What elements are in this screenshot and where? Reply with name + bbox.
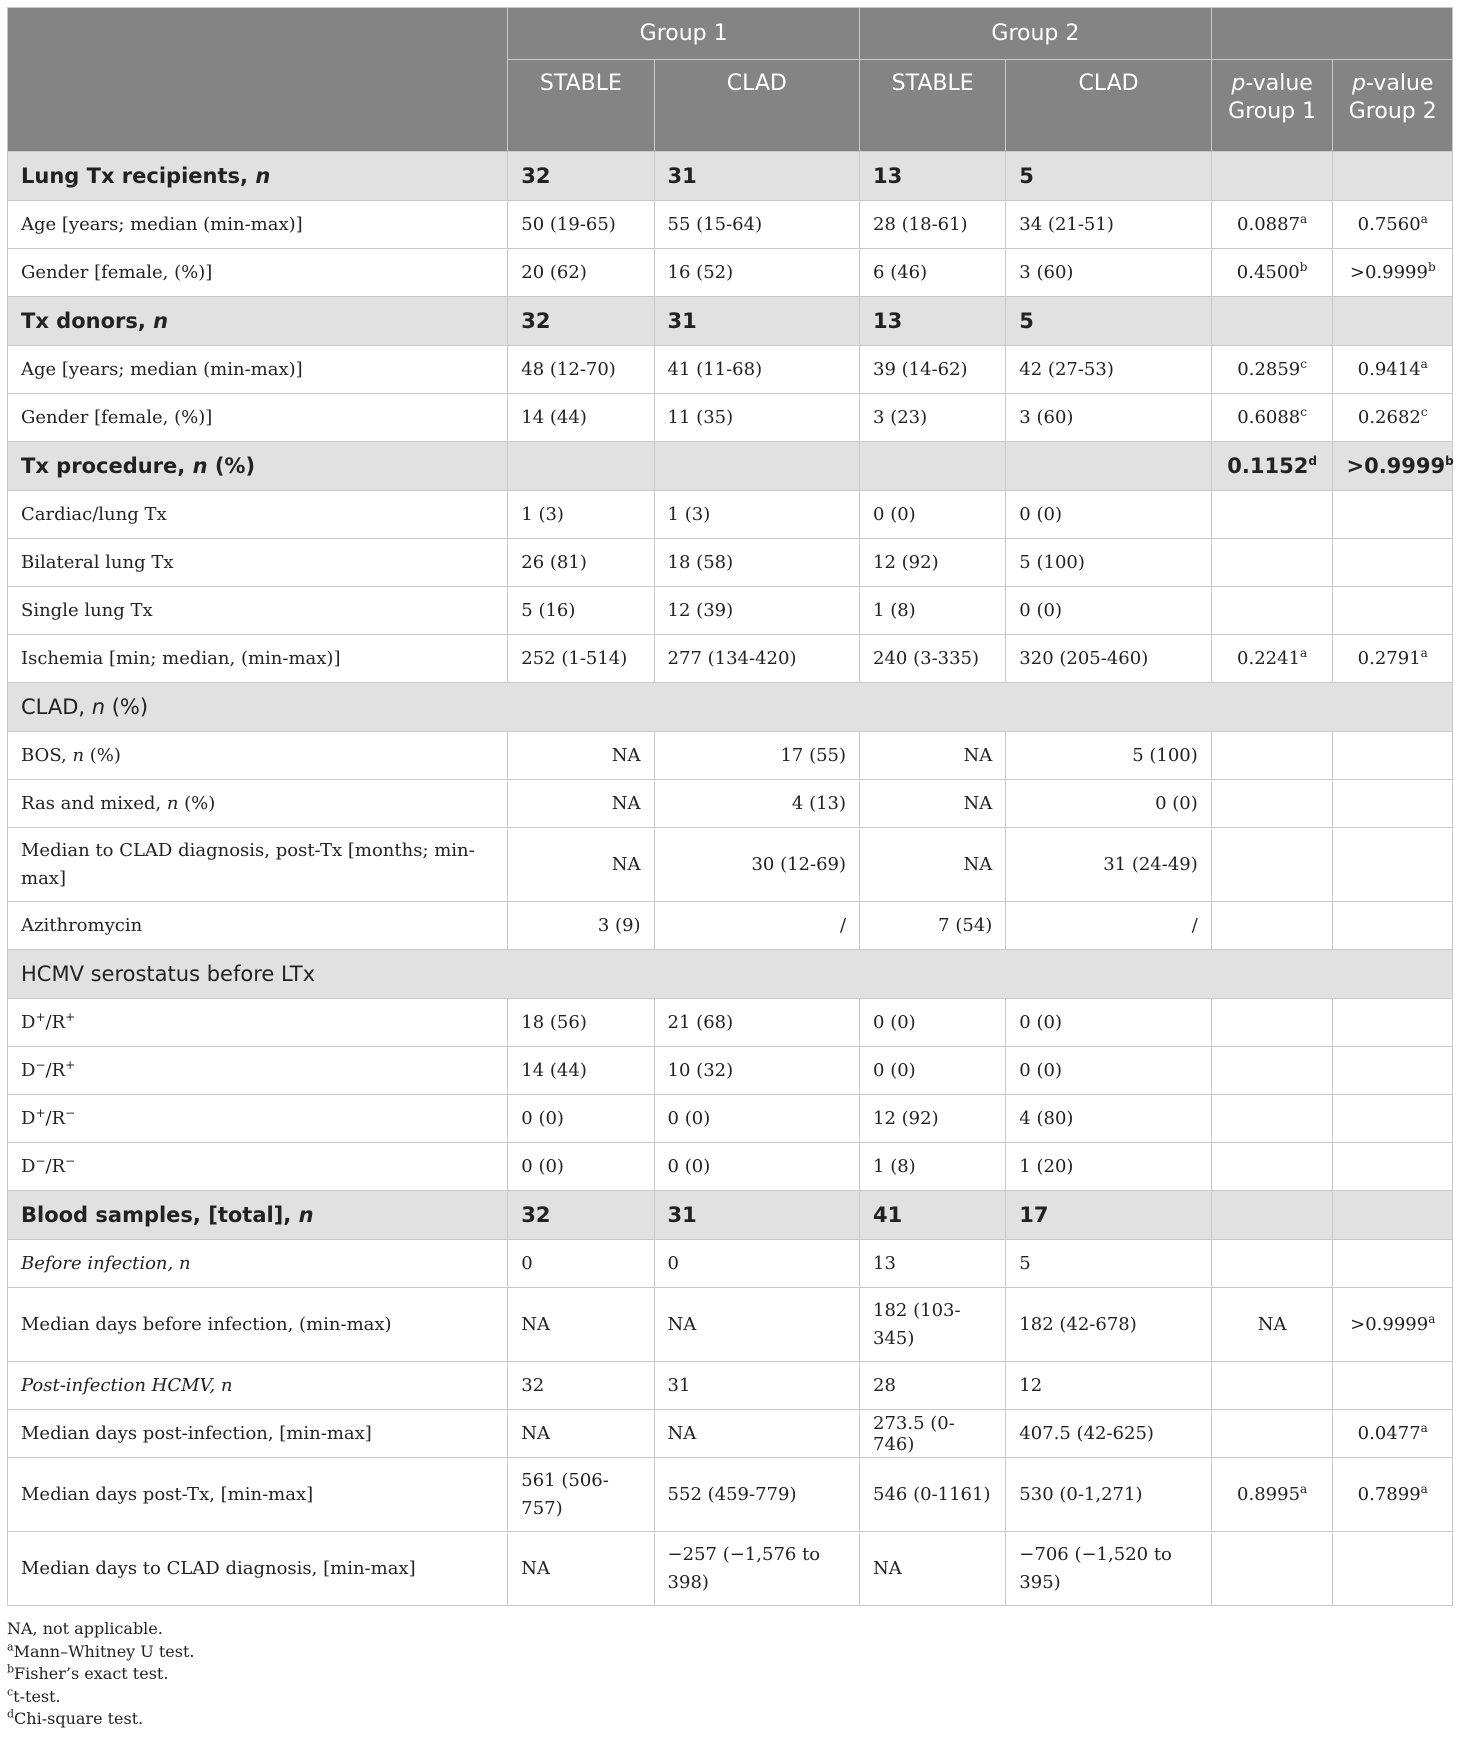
cell	[860, 442, 1006, 491]
cell	[1333, 732, 1453, 780]
pvalue-cell: >0.9999$^b$	[1333, 249, 1453, 297]
section-clad	[8, 683, 1453, 732]
cell: 32	[508, 1191, 654, 1240]
cell: NA	[860, 732, 1006, 780]
cell: 0 (0)	[654, 1143, 859, 1191]
cell	[1333, 1240, 1453, 1288]
cell: 1 (3)	[508, 491, 654, 539]
row-label: Azithromycin	[8, 902, 508, 950]
cell: 0 (0)	[508, 1143, 654, 1191]
cell	[1211, 780, 1333, 828]
cell: 31	[654, 297, 859, 346]
cell: 0 (0)	[1006, 780, 1211, 828]
cell: 5	[1006, 297, 1211, 346]
cell: 16 (52)	[654, 249, 859, 297]
cell: 546 (0-1161)	[860, 1458, 1006, 1532]
row-label: Median days before infection, (min-max)	[8, 1288, 508, 1362]
row-label: BOS, n (%)	[8, 732, 508, 780]
table-row	[8, 902, 1453, 950]
cell: 0 (0)	[1006, 587, 1211, 635]
footnote-na: NA, not applicable.	[7, 1619, 163, 1638]
pvalue-cell: 0.6088$^c$	[1211, 394, 1333, 442]
cell: 5 (100)	[1006, 539, 1211, 587]
cell: 182 (42-678)	[1006, 1288, 1211, 1362]
cell	[1333, 1362, 1453, 1410]
cell	[1211, 1047, 1333, 1095]
row-label: Median days post-Tx, [min-max]	[8, 1458, 508, 1532]
table-row	[8, 587, 1453, 635]
cell: 252 (1-514)	[508, 635, 654, 683]
cell: NA	[860, 780, 1006, 828]
cell: 32	[508, 297, 654, 346]
cell: 0 (0)	[654, 1095, 859, 1143]
section-label: Lung Tx recipients, n	[8, 152, 508, 201]
cell	[1211, 297, 1333, 346]
cell	[1333, 152, 1453, 201]
pvalue-cell: NA	[1211, 1288, 1333, 1362]
cell: 0 (0)	[860, 999, 1006, 1047]
header-g1-clad: CLAD	[654, 60, 859, 152]
cell: 42 (27-53)	[1006, 346, 1211, 394]
pvalue-cell: 0.0477$^a$	[1333, 1410, 1453, 1458]
cell: 31	[654, 152, 859, 201]
table-row	[8, 394, 1453, 442]
footnote-a: $^a$Mann–Whitney U test.	[7, 1640, 195, 1661]
table-row	[8, 1410, 1453, 1458]
cell: 5	[1006, 152, 1211, 201]
pvalue-cell: 0.2791$^a$	[1333, 635, 1453, 683]
cell	[1333, 539, 1453, 587]
cell	[508, 442, 654, 491]
cell: 1 (8)	[860, 587, 1006, 635]
cell	[1333, 1143, 1453, 1191]
cell: 28 (18-61)	[860, 201, 1006, 249]
cell: 4 (80)	[1006, 1095, 1211, 1143]
section-label: Tx procedure, n (%)	[8, 442, 508, 491]
cell: 3 (9)	[508, 902, 654, 950]
section-blood	[8, 1191, 1453, 1240]
row-label: D+/R−	[8, 1095, 508, 1143]
cell	[1211, 1362, 1333, 1410]
cell: NA	[508, 828, 654, 902]
cell: 240 (3-335)	[860, 635, 1006, 683]
table-row	[8, 1458, 1453, 1532]
cell: 39 (14-62)	[860, 346, 1006, 394]
cell: 12 (39)	[654, 587, 859, 635]
cell: 5	[1006, 1240, 1211, 1288]
cell: 34 (21-51)	[1006, 201, 1211, 249]
cell: 13	[860, 297, 1006, 346]
cell	[1333, 1047, 1453, 1095]
section-hcmv	[8, 950, 1453, 999]
footnotes	[7, 1618, 194, 1731]
cell: 13	[860, 1240, 1006, 1288]
cell	[1211, 1410, 1333, 1458]
row-label: Before infection, n	[8, 1240, 508, 1288]
cell: 12 (92)	[860, 539, 1006, 587]
table-row	[8, 635, 1453, 683]
cell: 14 (44)	[508, 1047, 654, 1095]
cell: 48 (12-70)	[508, 346, 654, 394]
cell: 4 (13)	[654, 780, 859, 828]
cell: −257 (−1,576 to 398)	[654, 1532, 859, 1606]
cell: NA	[508, 780, 654, 828]
cell	[1211, 1240, 1333, 1288]
cell: 273.5 (0-746)	[860, 1410, 1006, 1458]
pvalue-cell: 0.2682$^c$	[1333, 394, 1453, 442]
pvalue-cell: >0.9999$^a$	[1333, 1288, 1453, 1362]
cell: 50 (19-65)	[508, 201, 654, 249]
cell	[1211, 1191, 1333, 1240]
row-label: Ras and mixed, n (%)	[8, 780, 508, 828]
row-label: Ischemia [min; median, (min-max)]	[8, 635, 508, 683]
pvalue-cell: 0.7899$^a$	[1333, 1458, 1453, 1532]
cell: 13	[860, 152, 1006, 201]
cell: NA	[508, 732, 654, 780]
cell	[1211, 828, 1333, 902]
cell: 530 (0-1,271)	[1006, 1458, 1211, 1532]
header-g1-stable: STABLE	[508, 60, 654, 152]
cell: 6 (46)	[860, 249, 1006, 297]
cell: 1 (3)	[654, 491, 859, 539]
cell: 3 (60)	[1006, 394, 1211, 442]
cell: 3 (23)	[860, 394, 1006, 442]
cell: 407.5 (42-625)	[1006, 1410, 1211, 1458]
cell	[1333, 1095, 1453, 1143]
cell: 5 (16)	[508, 587, 654, 635]
cell: 18 (56)	[508, 999, 654, 1047]
row-label: Age [years; median (min-max)]	[8, 201, 508, 249]
cell: 10 (32)	[654, 1047, 859, 1095]
table-row	[8, 1047, 1453, 1095]
footnote-c: $^c$t-test.	[7, 1685, 61, 1706]
header-pvalue-group2: p-value Group 2	[1333, 60, 1453, 152]
cell	[1211, 587, 1333, 635]
section-donors	[8, 297, 1453, 346]
cell: 561 (506-757)	[508, 1458, 654, 1532]
table-row	[8, 999, 1453, 1047]
pvalue-cell: 0.7560$^a$	[1333, 201, 1453, 249]
table-row	[8, 491, 1453, 539]
pvalue-cell: 0.0887$^a$	[1211, 201, 1333, 249]
cell	[1211, 1532, 1333, 1606]
footnote-d: $^d$Chi-square test.	[7, 1708, 144, 1729]
cell: 0 (0)	[860, 1047, 1006, 1095]
footnote-b: $^b$Fisher’s exact test.	[7, 1662, 169, 1684]
row-label: Median to CLAD diagnosis, post-Tx [months; min-max]	[8, 828, 508, 902]
header-pvalue-blank	[1211, 8, 1452, 60]
section-procedure	[8, 442, 1453, 491]
cell: 552 (459-779)	[654, 1458, 859, 1532]
header-row-groups	[8, 8, 1453, 60]
header-pvalue-group1: p-value Group 1	[1211, 60, 1333, 152]
row-label: D−/R−	[8, 1143, 508, 1191]
pvalue-cell: 0.1152$^d$	[1211, 442, 1333, 491]
cell	[1333, 780, 1453, 828]
row-label: D−/R+	[8, 1047, 508, 1095]
cell: 1 (8)	[860, 1143, 1006, 1191]
cell: 26 (81)	[508, 539, 654, 587]
cell: 3 (60)	[1006, 249, 1211, 297]
table-row	[8, 249, 1453, 297]
cell: NA	[508, 1532, 654, 1606]
pvalue-cell: 0.2241$^a$	[1211, 635, 1333, 683]
table-row	[8, 539, 1453, 587]
table-row	[8, 1532, 1453, 1606]
cell: 7 (54)	[860, 902, 1006, 950]
cell	[1333, 828, 1453, 902]
section-label: HCMV serostatus before LTx	[8, 950, 1453, 999]
header-group1: Group 1	[508, 8, 860, 60]
table-row	[8, 1240, 1453, 1288]
pvalue-cell: >0.9999$^b$	[1333, 442, 1453, 491]
table-row	[8, 1288, 1453, 1362]
cell: /	[654, 902, 859, 950]
cell	[1333, 1532, 1453, 1606]
table-row	[8, 1362, 1453, 1410]
cell: 20 (62)	[508, 249, 654, 297]
cell: 14 (44)	[508, 394, 654, 442]
cell: 17	[1006, 1191, 1211, 1240]
cell: 0 (0)	[508, 1095, 654, 1143]
cell: NA	[508, 1288, 654, 1362]
row-label: Post-infection HCMV, n	[8, 1362, 508, 1410]
row-label: Gender [female, (%)]	[8, 394, 508, 442]
cell: 277 (134-420)	[654, 635, 859, 683]
cell	[1333, 1191, 1453, 1240]
cell: 11 (35)	[654, 394, 859, 442]
cell	[1006, 442, 1211, 491]
pvalue-cell: 0.4500$^b$	[1211, 249, 1333, 297]
pvalue-cell: 0.8995$^a$	[1211, 1458, 1333, 1532]
row-label: Median days to CLAD diagnosis, [min-max]	[8, 1532, 508, 1606]
cell: 12 (92)	[860, 1095, 1006, 1143]
cell	[1211, 999, 1333, 1047]
cell: 30 (12-69)	[654, 828, 859, 902]
cell: 18 (58)	[654, 539, 859, 587]
table-row	[8, 346, 1453, 394]
cell: 41	[860, 1191, 1006, 1240]
cell	[1333, 297, 1453, 346]
cell	[1333, 491, 1453, 539]
header-blank	[8, 8, 508, 152]
cell: 41 (11-68)	[654, 346, 859, 394]
row-label: Median days post-infection, [min-max]	[8, 1410, 508, 1458]
section-label: Blood samples, [total], n	[8, 1191, 508, 1240]
cell: 21 (68)	[654, 999, 859, 1047]
cell: NA	[860, 1532, 1006, 1606]
pvalue-cell: 0.2859$^c$	[1211, 346, 1333, 394]
section-label: CLAD, n (%)	[8, 683, 1453, 732]
row-label: Cardiac/lung Tx	[8, 491, 508, 539]
cell: 12	[1006, 1362, 1211, 1410]
cell: NA	[860, 828, 1006, 902]
cell: 1 (20)	[1006, 1143, 1211, 1191]
cell	[654, 442, 859, 491]
cell	[1333, 587, 1453, 635]
table-row	[8, 1095, 1453, 1143]
cell: 32	[508, 152, 654, 201]
pvalue-cell: 0.9414$^a$	[1333, 346, 1453, 394]
cell: /	[1006, 902, 1211, 950]
cell: 0	[654, 1240, 859, 1288]
cell: 0	[508, 1240, 654, 1288]
cell: 5 (100)	[1006, 732, 1211, 780]
cell: 0 (0)	[1006, 1047, 1211, 1095]
row-label: Bilateral lung Tx	[8, 539, 508, 587]
cell: 31	[654, 1362, 859, 1410]
cell: 31	[654, 1191, 859, 1240]
row-label: Age [years; median (min-max)]	[8, 346, 508, 394]
table-row	[8, 780, 1453, 828]
cell: NA	[654, 1410, 859, 1458]
cell: 55 (15-64)	[654, 201, 859, 249]
cell: 0 (0)	[860, 491, 1006, 539]
cell	[1211, 491, 1333, 539]
cell: −706 (−1,520 to 395)	[1006, 1532, 1211, 1606]
cell: 31 (24-49)	[1006, 828, 1211, 902]
row-label: Gender [female, (%)]	[8, 249, 508, 297]
cell: 28	[860, 1362, 1006, 1410]
section-label: Tx donors, n	[8, 297, 508, 346]
cell	[1211, 152, 1333, 201]
cell	[1333, 999, 1453, 1047]
section-recipients	[8, 152, 1453, 201]
cell	[1333, 902, 1453, 950]
table-row	[8, 1143, 1453, 1191]
cell	[1211, 902, 1333, 950]
row-label: D+/R+	[8, 999, 508, 1047]
cell: 17 (55)	[654, 732, 859, 780]
cell	[1211, 732, 1333, 780]
cell	[1211, 539, 1333, 587]
data-table	[7, 7, 1453, 1606]
table-row	[8, 732, 1453, 780]
table-row	[8, 828, 1453, 902]
cell: 182 (103-345)	[860, 1288, 1006, 1362]
cell	[1211, 1095, 1333, 1143]
cell: 0 (0)	[1006, 491, 1211, 539]
header-g2-stable: STABLE	[860, 60, 1006, 152]
header-g2-clad: CLAD	[1006, 60, 1211, 152]
cell: NA	[654, 1288, 859, 1362]
cell	[1211, 1143, 1333, 1191]
cell: 320 (205-460)	[1006, 635, 1211, 683]
row-label: Single lung Tx	[8, 587, 508, 635]
table-row	[8, 201, 1453, 249]
cell: 32	[508, 1362, 654, 1410]
header-group2: Group 2	[860, 8, 1212, 60]
cell: NA	[508, 1410, 654, 1458]
cell: 0 (0)	[1006, 999, 1211, 1047]
